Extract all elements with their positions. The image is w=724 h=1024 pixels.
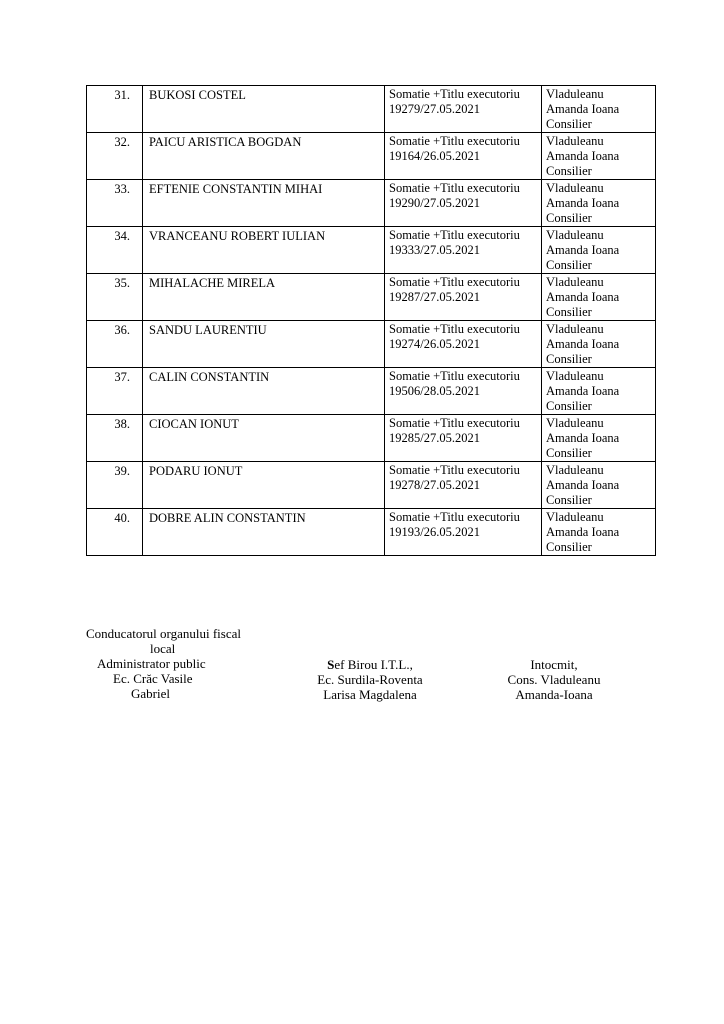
table-row bbox=[87, 133, 656, 180]
document-type: Somatie +Titlu executoriu bbox=[389, 463, 520, 477]
signature-name: Cons. Vladuleanu bbox=[507, 672, 601, 687]
table-row bbox=[87, 227, 656, 274]
signature-title-line: local bbox=[150, 641, 176, 656]
responsible-surname: Vladuleanu bbox=[546, 322, 604, 336]
table-row bbox=[87, 321, 656, 368]
debtor-name: DOBRE ALIN CONSTANTIN bbox=[143, 509, 385, 556]
responsible-title: Consilier bbox=[546, 399, 592, 413]
responsible-given-name: Amanda Ioana bbox=[546, 525, 620, 539]
row-number: 37. bbox=[87, 368, 143, 415]
debtor-name: VRANCEANU ROBERT IULIAN bbox=[143, 227, 385, 274]
responsible-title: Consilier bbox=[546, 540, 592, 554]
row-number: 39. bbox=[87, 462, 143, 509]
signature-title-line: Conducatorul organului fiscal bbox=[86, 626, 242, 641]
responsible-surname: Vladuleanu bbox=[546, 275, 604, 289]
responsible-title: Consilier bbox=[546, 352, 592, 366]
responsible-given-name: Amanda Ioana bbox=[546, 431, 620, 445]
document-reference: 19279/27.05.2021 bbox=[389, 102, 480, 116]
debtor-table bbox=[86, 85, 656, 556]
document-cell bbox=[385, 321, 542, 368]
responsible-surname: Vladuleanu bbox=[546, 134, 604, 148]
table-row bbox=[87, 274, 656, 321]
document-type: Somatie +Titlu executoriu bbox=[389, 416, 520, 430]
signature-name: Amanda-Ioana bbox=[515, 687, 593, 702]
responsible-surname: Vladuleanu bbox=[546, 463, 604, 477]
responsible-cell bbox=[542, 180, 656, 227]
document-type: Somatie +Titlu executoriu bbox=[389, 369, 520, 383]
responsible-given-name: Amanda Ioana bbox=[546, 149, 620, 163]
document-cell bbox=[385, 227, 542, 274]
row-number: 40. bbox=[87, 509, 143, 556]
document-cell bbox=[385, 133, 542, 180]
debtor-name: SANDU LAURENTIU bbox=[143, 321, 385, 368]
signature-block-prepared-by bbox=[474, 657, 634, 702]
document-reference: 19193/26.05.2021 bbox=[389, 525, 480, 539]
responsible-title: Consilier bbox=[546, 117, 592, 131]
signature-block-fiscal-head bbox=[70, 626, 290, 701]
document-cell bbox=[385, 462, 542, 509]
responsible-cell bbox=[542, 462, 656, 509]
table-row bbox=[87, 180, 656, 227]
signature-name: Gabriel bbox=[131, 686, 170, 701]
debtor-name: CIOCAN IONUT bbox=[143, 415, 385, 462]
responsible-cell bbox=[542, 274, 656, 321]
debtor-name: PAICU ARISTICA BOGDAN bbox=[143, 133, 385, 180]
document-reference: 19278/27.05.2021 bbox=[389, 478, 480, 492]
responsible-surname: Vladuleanu bbox=[546, 369, 604, 383]
document-reference: 19333/27.05.2021 bbox=[389, 243, 480, 257]
signature-block-office-chief bbox=[280, 657, 460, 702]
document-reference: 19290/27.05.2021 bbox=[389, 196, 480, 210]
debtor-table-body bbox=[87, 86, 656, 556]
row-number: 36. bbox=[87, 321, 143, 368]
signature-role: Intocmit, bbox=[530, 657, 578, 672]
responsible-given-name: Amanda Ioana bbox=[546, 337, 620, 351]
signature-name: Ec. Surdila-Roventa bbox=[317, 672, 423, 687]
document-cell bbox=[385, 368, 542, 415]
document-reference: 19285/27.05.2021 bbox=[389, 431, 480, 445]
responsible-given-name: Amanda Ioana bbox=[546, 102, 620, 116]
document-cell bbox=[385, 415, 542, 462]
responsible-title: Consilier bbox=[546, 258, 592, 272]
table-row bbox=[87, 368, 656, 415]
table-row bbox=[87, 415, 656, 462]
debtor-name: EFTENIE CONSTANTIN MIHAI bbox=[143, 180, 385, 227]
responsible-given-name: Amanda Ioana bbox=[546, 290, 620, 304]
document-cell bbox=[385, 274, 542, 321]
document-reference: 19287/27.05.2021 bbox=[389, 290, 480, 304]
responsible-cell bbox=[542, 86, 656, 133]
document-type: Somatie +Titlu executoriu bbox=[389, 181, 520, 195]
debtor-name: BUKOSI COSTEL bbox=[143, 86, 385, 133]
responsible-cell bbox=[542, 368, 656, 415]
document-type: Somatie +Titlu executoriu bbox=[389, 87, 520, 101]
document-type: Somatie +Titlu executoriu bbox=[389, 322, 520, 336]
document-type: Somatie +Titlu executoriu bbox=[389, 228, 520, 242]
signature-name: Larisa Magdalena bbox=[323, 687, 417, 702]
signature-role: Administrator public bbox=[97, 656, 206, 671]
row-number: 38. bbox=[87, 415, 143, 462]
row-number: 31. bbox=[87, 86, 143, 133]
document-type: Somatie +Titlu executoriu bbox=[389, 275, 520, 289]
document-cell bbox=[385, 509, 542, 556]
row-number: 35. bbox=[87, 274, 143, 321]
debtor-name: CALIN CONSTANTIN bbox=[143, 368, 385, 415]
responsible-cell bbox=[542, 227, 656, 274]
row-number: 34. bbox=[87, 227, 143, 274]
responsible-surname: Vladuleanu bbox=[546, 416, 604, 430]
signature-role-initial: S bbox=[327, 657, 335, 672]
document-reference: 19164/26.05.2021 bbox=[389, 149, 480, 163]
responsible-surname: Vladuleanu bbox=[546, 87, 604, 101]
responsible-cell bbox=[542, 415, 656, 462]
responsible-cell bbox=[542, 509, 656, 556]
responsible-cell bbox=[542, 321, 656, 368]
table-row bbox=[87, 86, 656, 133]
table-row bbox=[87, 462, 656, 509]
responsible-surname: Vladuleanu bbox=[546, 510, 604, 524]
responsible-given-name: Amanda Ioana bbox=[546, 243, 620, 257]
document-cell bbox=[385, 86, 542, 133]
responsible-given-name: Amanda Ioana bbox=[546, 384, 620, 398]
signature-role-rest: ef Birou I.T.L., bbox=[334, 657, 413, 672]
responsible-given-name: Amanda Ioana bbox=[546, 478, 620, 492]
responsible-title: Consilier bbox=[546, 493, 592, 507]
document-cell bbox=[385, 180, 542, 227]
table-row bbox=[87, 509, 656, 556]
signature-name: Ec. Crăc Vasile bbox=[113, 671, 193, 686]
document-type: Somatie +Titlu executoriu bbox=[389, 134, 520, 148]
signature-role bbox=[280, 657, 460, 672]
responsible-title: Consilier bbox=[546, 211, 592, 225]
responsible-surname: Vladuleanu bbox=[546, 181, 604, 195]
document-type: Somatie +Titlu executoriu bbox=[389, 510, 520, 524]
row-number: 33. bbox=[87, 180, 143, 227]
debtor-name: PODARU IONUT bbox=[143, 462, 385, 509]
debtor-name: MIHALACHE MIRELA bbox=[143, 274, 385, 321]
document-reference: 19506/28.05.2021 bbox=[389, 384, 480, 398]
responsible-title: Consilier bbox=[546, 305, 592, 319]
document-reference: 19274/26.05.2021 bbox=[389, 337, 480, 351]
responsible-title: Consilier bbox=[546, 446, 592, 460]
responsible-title: Consilier bbox=[546, 164, 592, 178]
responsible-cell bbox=[542, 133, 656, 180]
responsible-surname: Vladuleanu bbox=[546, 228, 604, 242]
row-number: 32. bbox=[87, 133, 143, 180]
responsible-given-name: Amanda Ioana bbox=[546, 196, 620, 210]
